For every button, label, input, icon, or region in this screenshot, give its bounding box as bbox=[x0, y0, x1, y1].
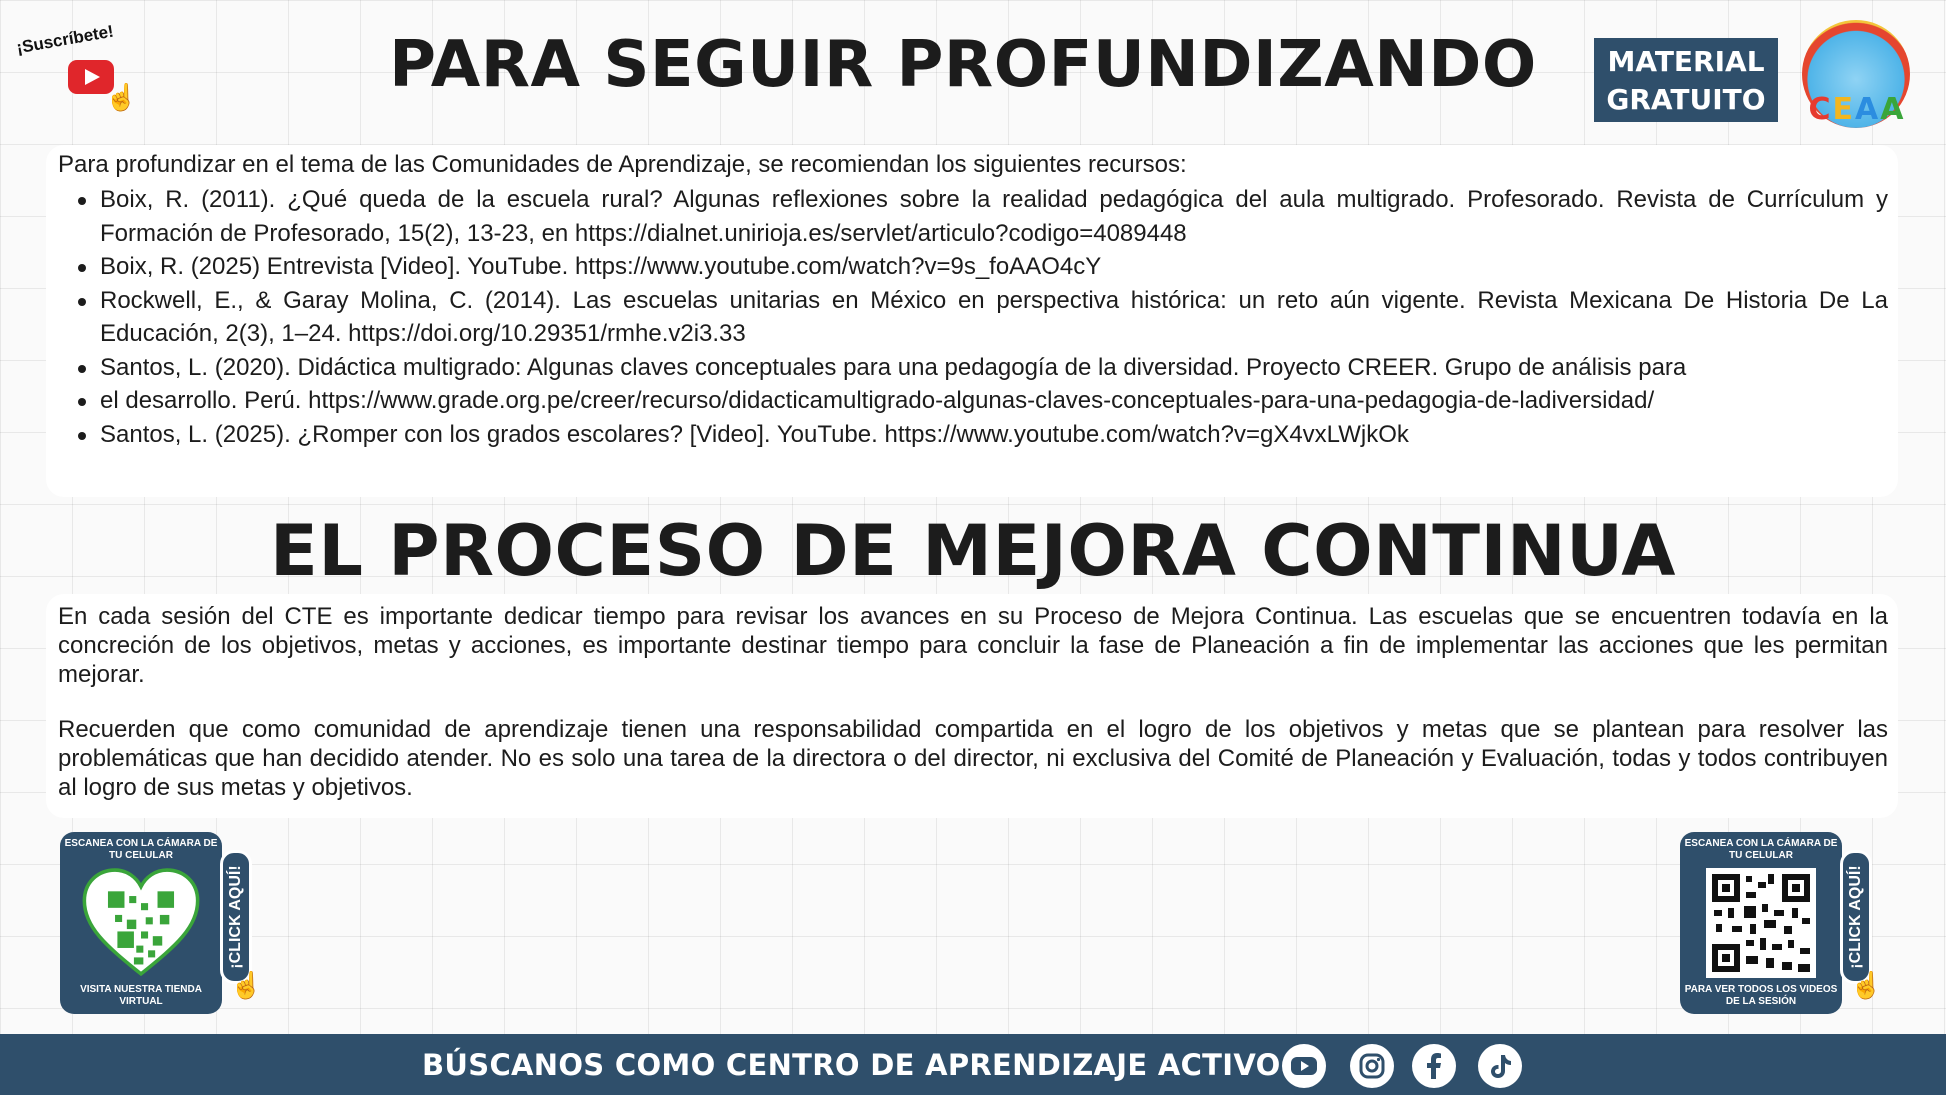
qr-bottom-caption: VISITA NUESTRA TIENDA VIRTUAL bbox=[80, 984, 202, 1007]
mejora-paragraph-1: En cada sesión del CTE es importante dedicar tiempo para revisar los avances en su Proceso de Mejora Continua. Las escuelas que se encuentren todavía en la concreción de los objetivos, metas y acciones, es importante destinar tiempo para concluir la fase de Planeación a fin de implementar las acciones que les permitan mejorar. bbox=[58, 603, 1888, 688]
subscribe-label: ¡Suscríbete! bbox=[15, 21, 116, 58]
qr-top-caption: ESCANEA CON LA CÁMARA DE TU CELULAR bbox=[1684, 838, 1838, 861]
facebook-icon[interactable] bbox=[1412, 1044, 1456, 1088]
references-list bbox=[100, 183, 1888, 451]
reference-item: Santos, L. (2020). Didáctica multigrado: Algunas claves conceptuales para una pedagogía de la diversidad. Proyecto CREER. Grupo de análisis para bbox=[100, 351, 1888, 385]
mejora-paragraph-2: Recuerden que como comunidad de aprendizaje tienen una responsabilidad compartida en el logro de los objetivos y metas que se plantean para resolver las problemáticas que han decidido atender. No es solo una tarea de la directora o del director, ni exclusiva del Comité de Planeación y Evaluación, todas y todos contribuyen al logro de sus metas y objetivos. bbox=[58, 716, 1888, 801]
youtube-icon[interactable] bbox=[1282, 1044, 1326, 1088]
hand-pointer-icon: ☝ bbox=[1850, 970, 1883, 1000]
qr-code-icon bbox=[1706, 868, 1816, 978]
footer-text: BÚSCANOS COMO CENTRO DE APRENDIZAJE ACTIVO bbox=[422, 1048, 1281, 1082]
hand-pointer-icon: ☝ bbox=[105, 82, 138, 112]
click-here-label: ¡CLICK AQUÍ! bbox=[227, 865, 244, 969]
reference-item: Boix, R. (2011). ¿Qué queda de la escuela rural? Algunas reflexiones sobre la realidad pedagógica del aula multigrado. Profesorado. Revista de Currículum y Formación de Profesorado, 15(2), 13-23, en https://dialnet.unirioja.es/servlet/articulo?codigo=4089448 bbox=[100, 183, 1888, 250]
section-title: EL PROCESO DE MEJORA CONTINUA bbox=[270, 510, 1676, 592]
qr-heart-icon bbox=[82, 866, 200, 978]
references-intro: Para profundizar en el tema de las Comunidades de Aprendizaje, se recomiendan los siguientes recursos: bbox=[58, 151, 1187, 178]
reference-item: el desarrollo. Perú. https://www.grade.org.pe/creer/recurso/didacticamultigrado-algunas-claves-conceptuales-para-una-pedagogia-de-ladiversidad/ bbox=[100, 384, 1888, 418]
qr-card-store[interactable] bbox=[60, 832, 222, 1014]
material-gratuito-badge bbox=[1594, 38, 1778, 122]
ceaa-logo bbox=[1796, 20, 1918, 132]
logo-text: CEAA bbox=[1808, 92, 1906, 127]
tiktok-icon[interactable] bbox=[1478, 1044, 1522, 1088]
reference-item: Boix, R. (2025) Entrevista [Video]. YouTube. https://www.youtube.com/watch?v=9s_foAAO4cY bbox=[100, 250, 1888, 284]
click-here-label: ¡CLICK AQUÍ! bbox=[1847, 865, 1864, 969]
footer-bar bbox=[0, 1034, 1946, 1095]
material-line2: GRATUITO bbox=[1606, 83, 1766, 116]
click-here-tab[interactable] bbox=[1840, 850, 1872, 984]
hand-pointer-icon: ☝ bbox=[230, 970, 263, 1000]
click-here-tab[interactable] bbox=[220, 850, 252, 984]
material-line1: MATERIAL bbox=[1607, 45, 1765, 78]
qr-card-videos[interactable] bbox=[1680, 832, 1842, 1014]
page-title: PARA SEGUIR PROFUNDIZANDO bbox=[389, 28, 1537, 102]
qr-top-caption: ESCANEA CON LA CÁMARA DE TU CELULAR bbox=[64, 838, 218, 861]
instagram-icon[interactable] bbox=[1350, 1044, 1394, 1088]
reference-item: Santos, L. (2025). ¿Romper con los grados escolares? [Video]. YouTube. https://www.youtube.com/watch?v=gX4vxLWjkOk bbox=[100, 418, 1888, 452]
reference-item: Rockwell, E., & Garay Molina, C. (2014). Las escuelas unitarias en México en perspectiva histórica: un reto aún vigente. Revista Mexicana De Historia De La Educación, 2(3), 1–24. https://doi.org/10.29351/rmhe.v2i3.33 bbox=[100, 284, 1888, 351]
qr-bottom-caption: PARA VER TODOS LOS VIDEOS DE LA SESIÓN bbox=[1684, 984, 1838, 1007]
